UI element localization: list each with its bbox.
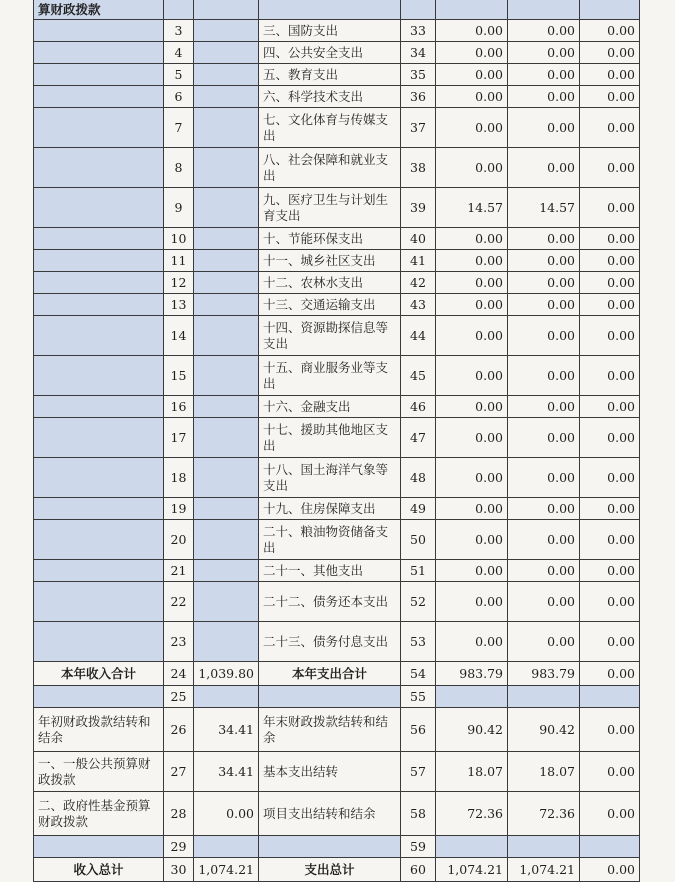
income-value-cell [194, 42, 259, 64]
table-row [34, 498, 640, 520]
expense-item-label: 二十、粮油物资储备支出 [259, 520, 401, 560]
expense-total: 0.00 [436, 396, 508, 418]
expense-item-label: 四、公共安全支出 [259, 42, 401, 64]
expense-project: 0.00 [580, 498, 640, 520]
expense-total: 18.07 [436, 752, 508, 792]
line-number: 4 [164, 42, 194, 64]
expense-item-label: 二十三、债务付息支出 [259, 622, 401, 662]
expense-total: 14.57 [436, 188, 508, 228]
income-item-cell [34, 86, 164, 108]
line-number: 11 [164, 250, 194, 272]
income-value-cell [194, 86, 259, 108]
line-number: 6 [164, 86, 194, 108]
income-value-cell [194, 294, 259, 316]
expense-basic: 0.00 [508, 582, 580, 622]
expense-project: 0.00 [580, 520, 640, 560]
income-value-cell [194, 64, 259, 86]
expense-total: 0.00 [436, 250, 508, 272]
expense-basic: 0.00 [508, 498, 580, 520]
line-number: 58 [401, 792, 436, 836]
expense-total: 0.00 [436, 228, 508, 250]
income-value: 0.00 [194, 792, 259, 836]
expense-total: 0.00 [436, 560, 508, 582]
line-number: 25 [164, 686, 194, 708]
expense-item-label: 十九、住房保障支出 [259, 498, 401, 520]
expense-project: 0.00 [580, 20, 640, 42]
line-number: 23 [164, 622, 194, 662]
expense-total: 0.00 [436, 148, 508, 188]
line-number: 5 [164, 64, 194, 86]
fund-budget-row [34, 792, 640, 836]
end-carry-label: 年末财政拨款结转和结余 [259, 708, 401, 752]
income-item-cell [34, 560, 164, 582]
expense-total: 0.00 [436, 418, 508, 458]
income-value-cell [194, 316, 259, 356]
line-number: 15 [164, 356, 194, 396]
expense-project: 0.00 [580, 272, 640, 294]
fund-budget-label: 二、政府性基金预算财政拨款 [34, 792, 164, 836]
table-row [34, 418, 640, 458]
expense-project: 0.00 [580, 42, 640, 64]
line-number: 28 [164, 792, 194, 836]
income-value-cell [194, 520, 259, 560]
expense-basic: 0.00 [508, 520, 580, 560]
expense-total: 0.00 [436, 272, 508, 294]
income-value-cell [194, 418, 259, 458]
expense-item-label: 十四、资源勘探信息等支出 [259, 316, 401, 356]
expense-item-label: 八、社会保障和就业支出 [259, 148, 401, 188]
line-number: 38 [401, 148, 436, 188]
income-total-row [34, 662, 640, 686]
expense-project: 0.00 [580, 662, 640, 686]
income-item-cell [34, 64, 164, 86]
expense-item-label: 二十一、其他支出 [259, 560, 401, 582]
income-value-cell [194, 498, 259, 520]
line-number: 42 [401, 272, 436, 294]
expense-project: 0.00 [580, 356, 640, 396]
income-item-cell [34, 582, 164, 622]
line-number: 20 [164, 520, 194, 560]
line-number: 59 [401, 836, 436, 858]
income-item-cell [34, 418, 164, 458]
line-number: 35 [401, 64, 436, 86]
income-value-cell [194, 356, 259, 396]
line-number: 24 [164, 662, 194, 686]
table-row [34, 316, 640, 356]
line-number: 18 [164, 458, 194, 498]
expense-item-label: 十六、金融支出 [259, 396, 401, 418]
line-number: 29 [164, 836, 194, 858]
expense-basic: 0.00 [508, 316, 580, 356]
expense-basic: 0.00 [508, 272, 580, 294]
table-row [34, 836, 640, 858]
expense-basic: 0.00 [508, 294, 580, 316]
expense-project: 0.00 [580, 752, 640, 792]
table-row [34, 582, 640, 622]
line-number: 60 [401, 858, 436, 882]
table-row [34, 64, 640, 86]
income-item-cell [34, 316, 164, 356]
expense-project: 0.00 [580, 250, 640, 272]
expense-item-label: 三、国防支出 [259, 20, 401, 42]
income-item-cell [34, 498, 164, 520]
income-value-cell [194, 20, 259, 42]
table-row [34, 294, 640, 316]
general-budget-label: 一、一般公共预算财政拨款 [34, 752, 164, 792]
expense-item-label: 十五、商业服务业等支出 [259, 356, 401, 396]
line-number: 3 [164, 20, 194, 42]
expense-item-label: 七、文化体育与传媒支出 [259, 108, 401, 148]
expense-basic: 14.57 [508, 188, 580, 228]
table-row [34, 250, 640, 272]
line-number: 21 [164, 560, 194, 582]
expense-basic: 0.00 [508, 108, 580, 148]
income-item-cell [34, 272, 164, 294]
expense-total: 0.00 [436, 108, 508, 148]
expense-project: 0.00 [580, 294, 640, 316]
basic-carry-label: 基本支出结转 [259, 752, 401, 792]
expense-project: 0.00 [580, 418, 640, 458]
line-number: 7 [164, 108, 194, 148]
line-number: 48 [401, 458, 436, 498]
line-number: 37 [401, 108, 436, 148]
expense-total: 1,074.21 [436, 858, 508, 882]
line-number: 10 [164, 228, 194, 250]
line-number: 41 [401, 250, 436, 272]
expense-basic: 0.00 [508, 250, 580, 272]
general-budget-row [34, 752, 640, 792]
expense-basic: 90.42 [508, 708, 580, 752]
table-row [34, 188, 640, 228]
grand-total-row [34, 858, 640, 882]
line-number: 39 [401, 188, 436, 228]
line-number: 16 [164, 396, 194, 418]
line-number: 55 [401, 686, 436, 708]
expense-project: 0.00 [580, 396, 640, 418]
expense-project: 0.00 [580, 64, 640, 86]
project-carry-label: 项目支出结转和结余 [259, 792, 401, 836]
expense-total: 983.79 [436, 662, 508, 686]
expense-basic: 0.00 [508, 396, 580, 418]
expense-project: 0.00 [580, 228, 640, 250]
expense-item-label: 十、节能环保支出 [259, 228, 401, 250]
expense-item-label: 六、科学技术支出 [259, 86, 401, 108]
table-row [34, 228, 640, 250]
expense-basic: 0.00 [508, 148, 580, 188]
income-value-cell [194, 148, 259, 188]
expense-project: 0.00 [580, 708, 640, 752]
table-row [34, 622, 640, 662]
line-number: 26 [164, 708, 194, 752]
fiscal-appropriation-table [33, 0, 640, 882]
expense-total: 0.00 [436, 64, 508, 86]
expense-item-label: 五、教育支出 [259, 64, 401, 86]
expense-item-label: 十八、国土海洋气象等支出 [259, 458, 401, 498]
income-item-cell [34, 188, 164, 228]
expense-total: 72.36 [436, 792, 508, 836]
income-value-cell [194, 560, 259, 582]
income-value-cell [194, 272, 259, 294]
income-value-cell [194, 622, 259, 662]
table-row [34, 686, 640, 708]
income-item-cell [34, 396, 164, 418]
expense-project: 0.00 [580, 148, 640, 188]
header-tail-cell: 算财政拨款 [34, 0, 164, 20]
expense-basic: 0.00 [508, 20, 580, 42]
income-value-cell [194, 108, 259, 148]
expense-item-label: 二十二、债务还本支出 [259, 582, 401, 622]
line-number: 52 [401, 582, 436, 622]
income-value-cell [194, 188, 259, 228]
line-number: 50 [401, 520, 436, 560]
expense-item-label: 十二、农林水支出 [259, 272, 401, 294]
line-number: 34 [401, 42, 436, 64]
expense-item-label: 十一、城乡社区支出 [259, 250, 401, 272]
expense-basic: 0.00 [508, 418, 580, 458]
expense-basic: 1,074.21 [508, 858, 580, 882]
expense-total: 0.00 [436, 20, 508, 42]
line-number: 56 [401, 708, 436, 752]
table-row [34, 86, 640, 108]
table-row [34, 458, 640, 498]
income-item-cell [34, 356, 164, 396]
income-item-cell [34, 20, 164, 42]
line-number: 27 [164, 752, 194, 792]
expense-total: 0.00 [436, 582, 508, 622]
expense-basic: 18.07 [508, 752, 580, 792]
expense-project: 0.00 [580, 560, 640, 582]
begin-carry-row [34, 708, 640, 752]
line-number: 19 [164, 498, 194, 520]
expense-project: 0.00 [580, 792, 640, 836]
table-row [34, 560, 640, 582]
grand-income-label: 收入总计 [34, 858, 164, 882]
income-item-cell [34, 148, 164, 188]
line-number: 8 [164, 148, 194, 188]
line-number: 49 [401, 498, 436, 520]
line-number: 57 [401, 752, 436, 792]
income-value-cell [194, 250, 259, 272]
line-number: 46 [401, 396, 436, 418]
line-number: 22 [164, 582, 194, 622]
expense-total-label: 本年支出合计 [259, 662, 401, 686]
expense-total: 90.42 [436, 708, 508, 752]
income-value: 34.41 [194, 708, 259, 752]
table-row [34, 520, 640, 560]
line-number: 12 [164, 272, 194, 294]
expense-total: 0.00 [436, 622, 508, 662]
income-item-cell [34, 108, 164, 148]
begin-carry-label: 年初财政拨款结转和结余 [34, 708, 164, 752]
income-item-cell [34, 228, 164, 250]
expense-total: 0.00 [436, 86, 508, 108]
income-value-cell [194, 458, 259, 498]
expense-total: 0.00 [436, 356, 508, 396]
line-number: 40 [401, 228, 436, 250]
income-item-cell [34, 520, 164, 560]
expense-basic: 0.00 [508, 228, 580, 250]
income-value: 1,039.80 [194, 662, 259, 686]
income-item-cell [34, 294, 164, 316]
expense-item-label: 十三、交通运输支出 [259, 294, 401, 316]
income-value-cell [194, 228, 259, 250]
line-number: 33 [401, 20, 436, 42]
line-number: 53 [401, 622, 436, 662]
income-value-cell [194, 582, 259, 622]
expense-total: 0.00 [436, 498, 508, 520]
table-row [34, 356, 640, 396]
income-total-label: 本年收入合计 [34, 662, 164, 686]
line-number: 47 [401, 418, 436, 458]
expense-total: 0.00 [436, 42, 508, 64]
expense-basic: 0.00 [508, 42, 580, 64]
income-item-cell [34, 42, 164, 64]
line-number: 44 [401, 316, 436, 356]
line-number: 36 [401, 86, 436, 108]
table-row [34, 0, 640, 20]
line-number: 43 [401, 294, 436, 316]
income-value-cell [194, 396, 259, 418]
expense-project: 0.00 [580, 582, 640, 622]
grand-expense-label: 支出总计 [259, 858, 401, 882]
expense-project: 0.00 [580, 86, 640, 108]
expense-basic: 0.00 [508, 356, 580, 396]
table-row [34, 272, 640, 294]
expense-basic: 0.00 [508, 560, 580, 582]
income-value: 1,074.21 [194, 858, 259, 882]
expense-item-label: 九、医疗卫生与计划生育支出 [259, 188, 401, 228]
expense-basic: 0.00 [508, 622, 580, 662]
line-number: 45 [401, 356, 436, 396]
line-number: 17 [164, 418, 194, 458]
expense-project: 0.00 [580, 316, 640, 356]
expense-total: 0.00 [436, 520, 508, 560]
income-value: 34.41 [194, 752, 259, 792]
line-number: 9 [164, 188, 194, 228]
line-number: 13 [164, 294, 194, 316]
expense-total: 0.00 [436, 294, 508, 316]
table-row [34, 42, 640, 64]
table-row [34, 148, 640, 188]
expense-basic: 0.00 [508, 458, 580, 498]
expense-item-label: 十七、援助其他地区支出 [259, 418, 401, 458]
table-row [34, 396, 640, 418]
expense-basic: 983.79 [508, 662, 580, 686]
expense-total: 0.00 [436, 458, 508, 498]
income-item-cell [34, 250, 164, 272]
income-item-cell [34, 458, 164, 498]
expense-project: 0.00 [580, 188, 640, 228]
expense-project: 0.00 [580, 458, 640, 498]
expense-project: 0.00 [580, 622, 640, 662]
expense-basic: 0.00 [508, 86, 580, 108]
table-row [34, 108, 640, 148]
income-item-cell [34, 622, 164, 662]
table-row [34, 20, 640, 42]
expense-total: 0.00 [436, 316, 508, 356]
line-number: 51 [401, 560, 436, 582]
expense-project: 0.00 [580, 108, 640, 148]
line-number: 14 [164, 316, 194, 356]
expense-basic: 72.36 [508, 792, 580, 836]
line-number: 54 [401, 662, 436, 686]
expense-basic: 0.00 [508, 64, 580, 86]
expense-project: 0.00 [580, 858, 640, 882]
line-number: 30 [164, 858, 194, 882]
